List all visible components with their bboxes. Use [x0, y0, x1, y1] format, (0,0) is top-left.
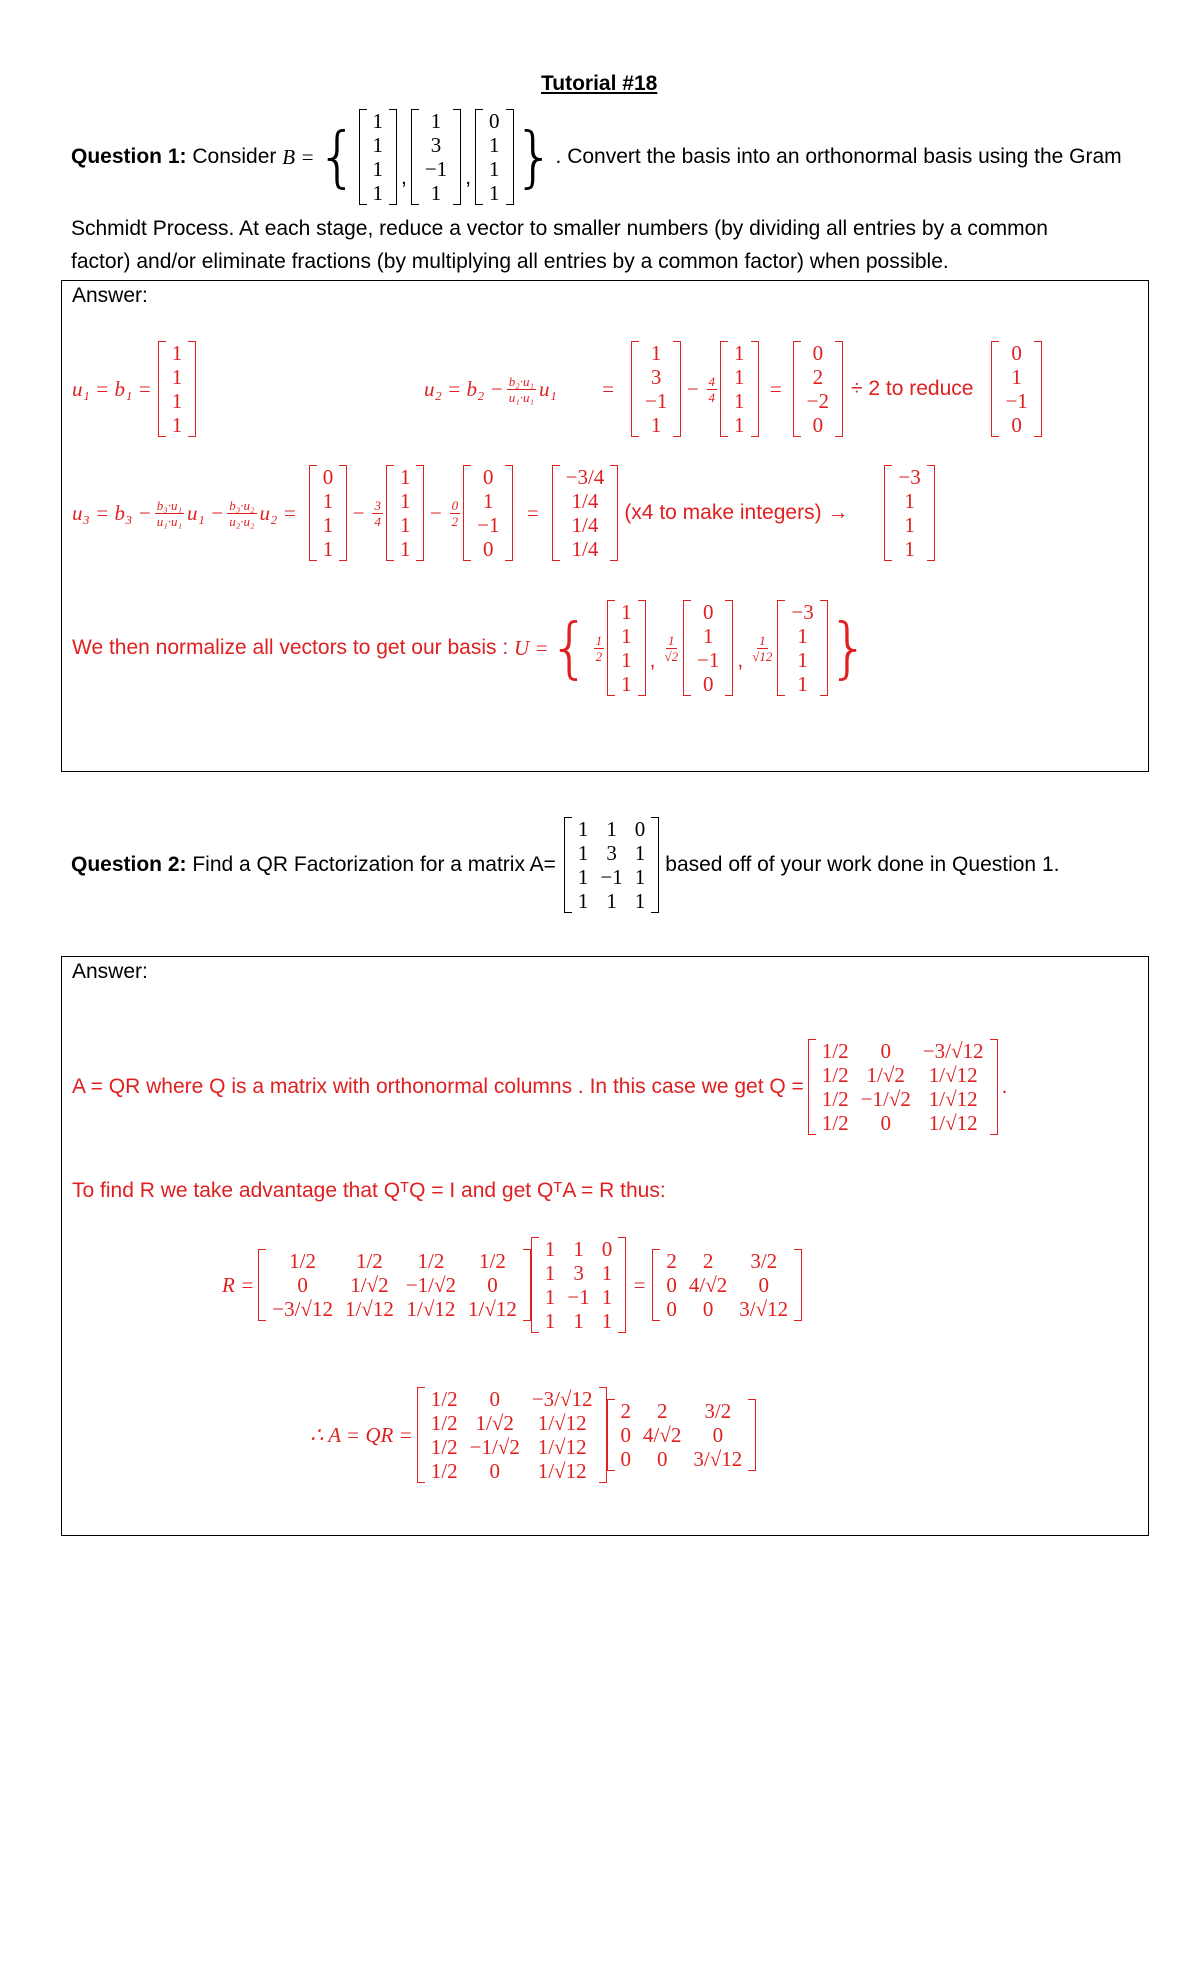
matrix-entry: 0 [880, 1039, 891, 1063]
matrix-entry: 1/4 [571, 513, 599, 537]
matrix-entry: 0 [620, 1447, 632, 1471]
matrix-entry: 1 [322, 537, 334, 561]
matrix-entry: 2 [656, 1399, 668, 1423]
matrix-entry: −1 [477, 513, 500, 537]
matrix-entry: 1 [322, 513, 334, 537]
matrix-entry: 1 [171, 365, 183, 389]
q1-text-after: . Convert the basis into an orthonormal basis using the Gram [555, 145, 1122, 168]
matrix-entry: 0 [489, 1459, 500, 1483]
Q-matrix [808, 1039, 998, 1135]
u1-matrix [158, 341, 197, 437]
matrix-entry: 1 [621, 672, 632, 696]
matrix-entry: 1 [797, 624, 808, 648]
matrix-entry: 0 [666, 1297, 677, 1321]
matrix-entry: 2 [620, 1399, 632, 1423]
u1-expr: u₁ = b₁ = [72, 376, 152, 401]
b2-matrix [631, 341, 681, 437]
matrix-entry: 1/√2 [350, 1273, 389, 1297]
matrix-entry: 0 [1011, 341, 1022, 365]
u2-coefficient: $\frac{4}{4}$ [708, 373, 715, 405]
matrix-entry: 1 [601, 1285, 613, 1309]
matrix-entry: 0 [601, 1237, 613, 1261]
matrix-entry: 1 [650, 413, 662, 437]
matrix-entry: 1 [544, 1309, 556, 1333]
matrix-entry: 1/2 [355, 1249, 383, 1273]
matrix-entry: 1/2 [289, 1249, 317, 1273]
matrix-entry: 1/√2 [475, 1411, 514, 1435]
q2-line1-text: A = QR where Q is a matrix with orthonormal columns . In this case we get Q = [72, 1075, 804, 1098]
matrix-entry: 0 [880, 1111, 891, 1135]
matrix-entry: 1/√12 [928, 1063, 978, 1087]
matrix-entry: 1/√2 [866, 1063, 905, 1087]
matrix-entry: 1 [904, 537, 915, 561]
U-matrix-1 [607, 600, 646, 696]
matrix-entry: 1 [621, 600, 632, 624]
matrix-entry: 1 [703, 624, 714, 648]
u3-matrix [884, 465, 934, 561]
page-title: Tutorial #18 [541, 72, 658, 95]
matrix-entry: 0 [483, 465, 494, 489]
matrix-entry: 1/√12 [537, 1459, 587, 1483]
matrix-entry: 2 [702, 1249, 714, 1273]
q1-label: Question 1: [71, 145, 187, 168]
norm-coef-1: $\frac{1}{2}$ [595, 632, 603, 664]
matrix-entry: −3 [791, 600, 814, 624]
u2-raw-matrix [793, 341, 843, 437]
b3-matrix [309, 465, 348, 561]
matrix-entry: 1 [171, 389, 183, 413]
matrix-entry: 4/√2 [688, 1273, 728, 1297]
matrix-entry: 1 [634, 841, 646, 865]
matrix-entry: 0 [634, 817, 646, 841]
u2-row [424, 339, 1042, 439]
matrix-entry: 3 [650, 365, 662, 389]
matrix-entry: 1 [601, 1309, 613, 1333]
matrix-entry: 1 [544, 1285, 556, 1309]
matrix-entry: 3/2 [750, 1249, 778, 1273]
matrix-entry: 1/2 [430, 1459, 458, 1483]
matrix-entry: 1 [430, 109, 442, 133]
matrix-entry: 1 [634, 865, 646, 889]
matrix-entry: 1 [734, 365, 745, 389]
final-eq: ∴ A = QR = [310, 1422, 413, 1447]
matrix-entry: 1/4 [571, 489, 599, 513]
matrix-entry: 1 [372, 133, 383, 157]
u2-expr: u₂ = b₂ − [424, 376, 504, 401]
matrix-entry: 1/2 [430, 1387, 458, 1411]
u3-expr: u₃ = b₃ − [72, 500, 152, 525]
u2-tail: u₁ [539, 376, 557, 401]
u3-raw-matrix [552, 465, 619, 561]
matrix-entry: 1 [489, 181, 500, 205]
matrix-entry: 1 [601, 1261, 613, 1285]
matrix-entry: −3 [898, 465, 921, 489]
matrix-entry: 0 [703, 600, 714, 624]
u3-coefficient-2: $\frac{0}{2}$ [451, 497, 459, 529]
R-row [222, 1225, 802, 1345]
normalize-row: We then normalize all vectors to get our basis : U = { $\frac{1}{2}$ 1 1 1 1 , $\frac{1}{√2}$ 0 1 −1 0 , $\frac{1}{√12}$ −3 1 1 1 } [72, 600, 870, 696]
u3-coefficient-1: $\frac{3}{4}$ [374, 497, 381, 529]
matrix-entry: 2 [812, 365, 824, 389]
q1-consider: Consider [192, 145, 277, 168]
matrix-entry: 1 [904, 513, 915, 537]
U-left-brace: { [548, 609, 591, 686]
norm-coef-3: $\frac{1}{√12}$ [752, 632, 773, 664]
matrix-entry: 1/2 [417, 1249, 445, 1273]
matrix-entry: 0 [489, 109, 500, 133]
matrix-entry: −1/√2 [860, 1087, 911, 1111]
matrix-entry: 1 [372, 157, 383, 181]
final-row [310, 1365, 756, 1505]
matrix-entry: 0 [702, 1297, 714, 1321]
u3-minus-1: − [351, 500, 366, 525]
matrix-entry: −1 [600, 865, 623, 889]
matrix-entry: −3/√12 [272, 1297, 333, 1321]
matrix-entry: −1 [644, 389, 668, 413]
matrix-entry: 1 [573, 1237, 584, 1261]
q1-answer-box [61, 280, 1149, 772]
matrix-entry: 0 [712, 1423, 724, 1447]
matrix-entry: 1 [577, 817, 589, 841]
matrix-entry: 1 [171, 341, 183, 365]
matrix-entry: 1 [544, 1237, 556, 1261]
matrix-entry: 2 [666, 1249, 677, 1273]
basis-matrix-3 [475, 109, 514, 205]
matrix-entry: 1 [322, 489, 334, 513]
matrix-entry: 1 [621, 648, 632, 672]
matrix-entry: 1 [372, 181, 383, 205]
matrix-entry: 0 [297, 1273, 308, 1297]
matrix-entry: 1 [577, 841, 589, 865]
matrix-entry: −1 [567, 1285, 590, 1309]
U-matrix-3 [777, 600, 827, 696]
basis-matrix-2 [411, 109, 461, 205]
matrix-entry: 1/2 [430, 1411, 458, 1435]
matrix-entry: 1/2 [821, 1111, 849, 1135]
u3-mid: u₁ − [187, 500, 225, 525]
matrix-entry: −2 [806, 389, 830, 413]
matrix-entry: 1 [399, 489, 411, 513]
matrix-entry: 1 [734, 389, 745, 413]
matrix-entry: 1 [489, 133, 500, 157]
u1-row [72, 339, 196, 439]
matrix-entry: 1 [399, 513, 411, 537]
matrix-entry: −3/√12 [531, 1387, 593, 1411]
QT-matrix [258, 1249, 531, 1321]
A-matrix [564, 817, 659, 913]
matrix-entry: 1/√12 [468, 1297, 517, 1321]
u2-matrix [991, 341, 1041, 437]
matrix-entry: 1 [573, 1309, 584, 1333]
matrix-entry: 1/2 [821, 1087, 849, 1111]
matrix-entry: 1 [606, 889, 617, 913]
matrix-entry: 1 [797, 648, 808, 672]
matrix-entry: 0 [758, 1273, 769, 1297]
u1-copy-matrix [720, 341, 759, 437]
matrix-entry: 1 [1011, 365, 1022, 389]
matrix-entry: 1/2 [430, 1435, 458, 1459]
matrix-entry: 1 [797, 672, 808, 696]
matrix-entry: 0 [1011, 413, 1022, 437]
matrix-entry: 1 [734, 413, 745, 437]
R-equals: = [632, 1272, 647, 1297]
U-matrix-2 [683, 600, 733, 696]
matrix-entry: 0 [322, 465, 334, 489]
matrix-entry: 3/√12 [739, 1297, 789, 1321]
matrix-entry: 3 [573, 1261, 584, 1285]
matrix-entry: 1/4 [571, 537, 599, 561]
u2-fraction: $\frac{\text{b₂·u₁}}{\text{u₁·u₁}}$ [508, 373, 534, 405]
matrix-entry: 1/√12 [928, 1111, 978, 1135]
q2-header [71, 810, 1059, 920]
matrix-entry: 1 [489, 157, 500, 181]
matrix-entry: 3/2 [704, 1399, 732, 1423]
matrix-entry: 3/√12 [693, 1447, 743, 1471]
U-eq: U = [514, 635, 549, 660]
matrix-entry: 3 [606, 841, 617, 865]
matrix-entry: 1/√12 [406, 1297, 456, 1321]
u3-row [72, 463, 935, 563]
R-matrix-final [607, 1399, 757, 1471]
matrix-entry: 1 [734, 341, 745, 365]
matrix-entry: 1/√12 [537, 1411, 587, 1435]
matrix-entry: 1 [372, 109, 383, 133]
R-matrix [652, 1249, 802, 1321]
norm-coef-2: $\frac{1}{√2}$ [664, 632, 679, 664]
u3-tail: u₂ = [259, 500, 297, 525]
matrix-entry: 0 [703, 672, 714, 696]
matrix-entry: −1 [697, 648, 720, 672]
u3-equals: = [525, 500, 540, 525]
q1-header: Question 1: Consider B = { 1 1 1 1 , 1 3 −1 1 , 0 1 1 1 } . Convert the basis into an orthonormal basis using the Gram [71, 109, 1122, 205]
matrix-entry: 1/√12 [928, 1087, 978, 1111]
matrix-entry: 1 [483, 489, 494, 513]
u2-equals: = [600, 376, 615, 401]
matrix-entry: 1/√12 [344, 1297, 394, 1321]
q2-text: Find a QR Factorization for a matrix A= [192, 853, 556, 876]
matrix-entry: 0 [489, 1387, 500, 1411]
u2-copy-matrix [463, 465, 513, 561]
right-brace: } [513, 118, 556, 195]
matrix-entry: −3/√12 [922, 1039, 984, 1063]
q2-line2: To find R we take advantage that QᵀQ = I and get QᵀA = R thus: [72, 1179, 666, 1202]
matrix-entry: 1/2 [821, 1063, 849, 1087]
matrix-entry: 1 [577, 865, 589, 889]
R-eq: R = [222, 1272, 255, 1297]
matrix-entry: −1/√2 [469, 1435, 520, 1459]
q2-answer-box [61, 956, 1149, 1536]
matrix-entry: 1 [634, 889, 646, 913]
A-matrix-copy [531, 1237, 626, 1333]
matrix-entry: 0 [666, 1273, 677, 1297]
matrix-entry: 1 [650, 341, 662, 365]
q1-paragraph: Schmidt Process. At each stage, reduce a vector to smaller numbers (by dividing all entries by a common factor) and/or eliminate fractions (by multiplying all entries by a common factor) when possible. [71, 217, 1048, 273]
left-brace: { [316, 118, 359, 195]
u1-copy-matrix-2 [386, 465, 425, 561]
matrix-entry: 0 [812, 413, 824, 437]
divide-note: ÷ 2 to reduce [851, 377, 974, 400]
Q-matrix-final [417, 1387, 607, 1483]
matrix-entry: 0 [620, 1423, 632, 1447]
q2-label: Question 2: [71, 853, 187, 876]
matrix-entry: 1 [904, 489, 915, 513]
q2-answer-label: Answer: [72, 960, 148, 983]
multiply-note: (x4 to make integers) → [624, 501, 849, 524]
matrix-entry: −1/√2 [405, 1273, 457, 1297]
matrix-entry: 1 [606, 817, 617, 841]
matrix-entry: 1 [399, 465, 411, 489]
normalize-text: We then normalize all vectors to get our basis : [72, 636, 509, 659]
matrix-entry: 3 [430, 133, 442, 157]
u3-minus-2: − [428, 500, 443, 525]
matrix-entry: 0 [487, 1273, 498, 1297]
matrix-entry: 1 [544, 1261, 556, 1285]
matrix-entry: 1 [430, 181, 442, 205]
matrix-entry: 1 [621, 624, 632, 648]
matrix-entry: 1/√12 [537, 1435, 587, 1459]
matrix-entry: 1/2 [821, 1039, 849, 1063]
basis-matrix-1 [359, 109, 398, 205]
matrix-entry: 1 [171, 413, 183, 437]
q2-line1: A = QR where Q is a matrix with orthonormal columns . In this case we get Q = 1/2 0 −3/√12 1/2 1/√2 1/√12 1/2 −1/√2 1/√12 1/2 0 1/√12 . [72, 1039, 1008, 1135]
matrix-entry: 1 [577, 889, 589, 913]
matrix-entry: 0 [483, 537, 494, 561]
matrix-entry: 1 [399, 537, 411, 561]
q1-answer-label: Answer: [72, 284, 148, 307]
matrix-entry: −1 [1005, 389, 1028, 413]
U-right-brace: } [827, 609, 870, 686]
q1-B-eq: B = [282, 144, 315, 169]
matrix-entry: −1 [424, 157, 448, 181]
matrix-entry: 0 [812, 341, 824, 365]
matrix-entry: 1/2 [479, 1249, 506, 1273]
u3-fraction-1: $\frac{\text{b₃·u₁}}{\text{u₁·u₁}}$ [156, 497, 182, 529]
matrix-entry: 0 [656, 1447, 668, 1471]
q2-text-after: based off of your work done in Question 1. [665, 853, 1060, 876]
u3-fraction-2: $\frac{\text{b₃·u₂}}{\text{u₂·u₂}}$ [229, 497, 255, 529]
u2-equals-2: = [768, 376, 783, 401]
u2-minus: − [685, 376, 700, 401]
matrix-entry: −3/4 [565, 465, 605, 489]
matrix-entry: 4/√2 [643, 1423, 682, 1447]
